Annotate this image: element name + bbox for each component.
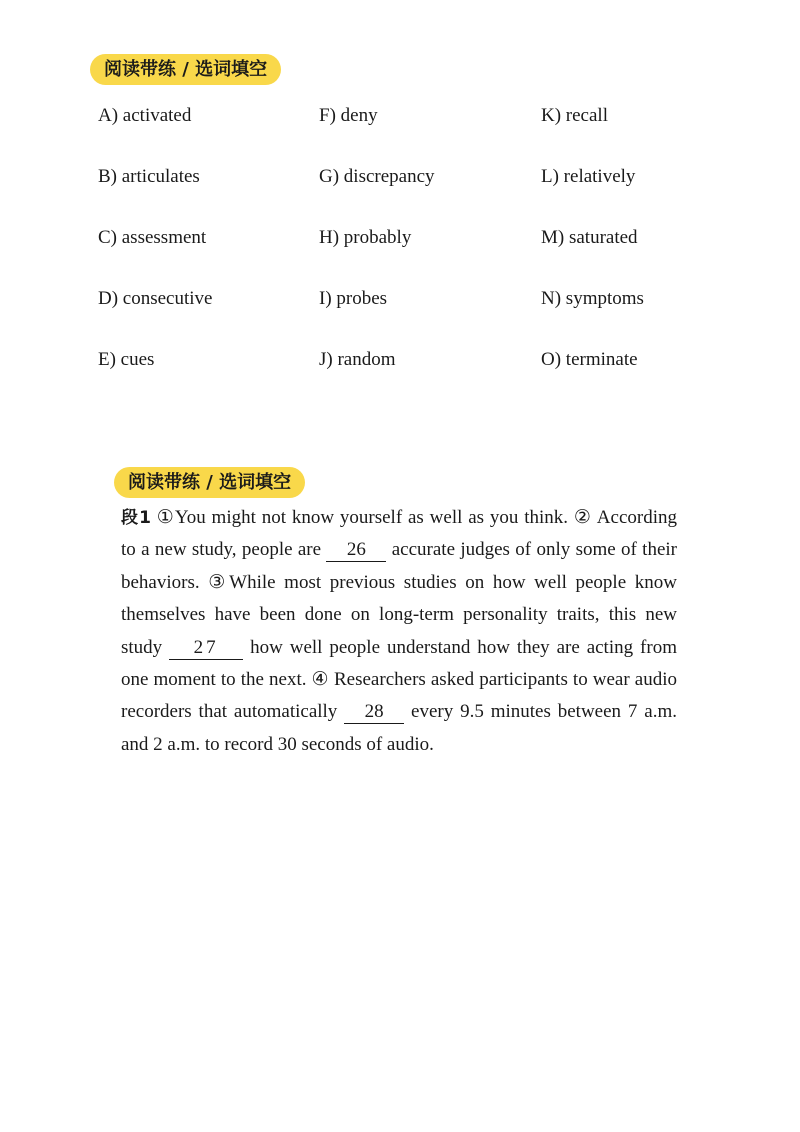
paragraph-label: 段1 <box>121 508 151 528</box>
passage-text-4: every 9.5 minutes between 7 a.m. and 2 a.m. to record 30 seconds of audio. <box>121 701 677 755</box>
word-option-b: B) articulates <box>98 166 200 187</box>
word-option-n: N) symptoms <box>541 288 644 309</box>
passage-text-2: accurate judges of only some of their behaviors. ③While most previous studies on how well people know themselves have been done on long-term personality traits, this new study <box>121 539 677 658</box>
word-option-m: M) saturated <box>541 227 638 248</box>
word-bank <box>98 99 738 404</box>
word-option-f: F) deny <box>319 105 378 126</box>
section-tag-passage: 阅读带练 / 选词填空 <box>114 467 305 498</box>
word-option-a: A) activated <box>98 105 192 126</box>
word-option-e: E) cues <box>98 349 155 370</box>
word-option-k: K) recall <box>541 105 608 126</box>
word-option-g: G) discrepancy <box>319 166 435 187</box>
word-option-i: I) probes <box>319 288 388 309</box>
word-option-l: L) relatively <box>541 166 636 187</box>
word-option-o: O) terminate <box>541 349 638 370</box>
word-option-c: C) assessment <box>98 227 207 248</box>
section-tag-word-bank: 阅读带练 / 选词填空 <box>90 54 281 85</box>
word-option-h: H) probably <box>319 227 412 248</box>
word-option-j: J) random <box>319 349 396 370</box>
word-option-d: D) consecutive <box>98 288 213 309</box>
passage-paragraph <box>121 502 677 761</box>
passage-text-3: how well people understand how they are acting from one moment to the next. ④ Researchers asked participants to wear audio recorders that automatically <box>121 636 677 723</box>
blank-27[interactable]: 27 <box>169 637 243 660</box>
passage-text-1: ①You might not know yourself as well as you think. ② According to a new study, people are <box>121 507 677 561</box>
blank-26[interactable]: 26 <box>326 539 386 562</box>
blank-28[interactable]: 28 <box>344 701 404 724</box>
